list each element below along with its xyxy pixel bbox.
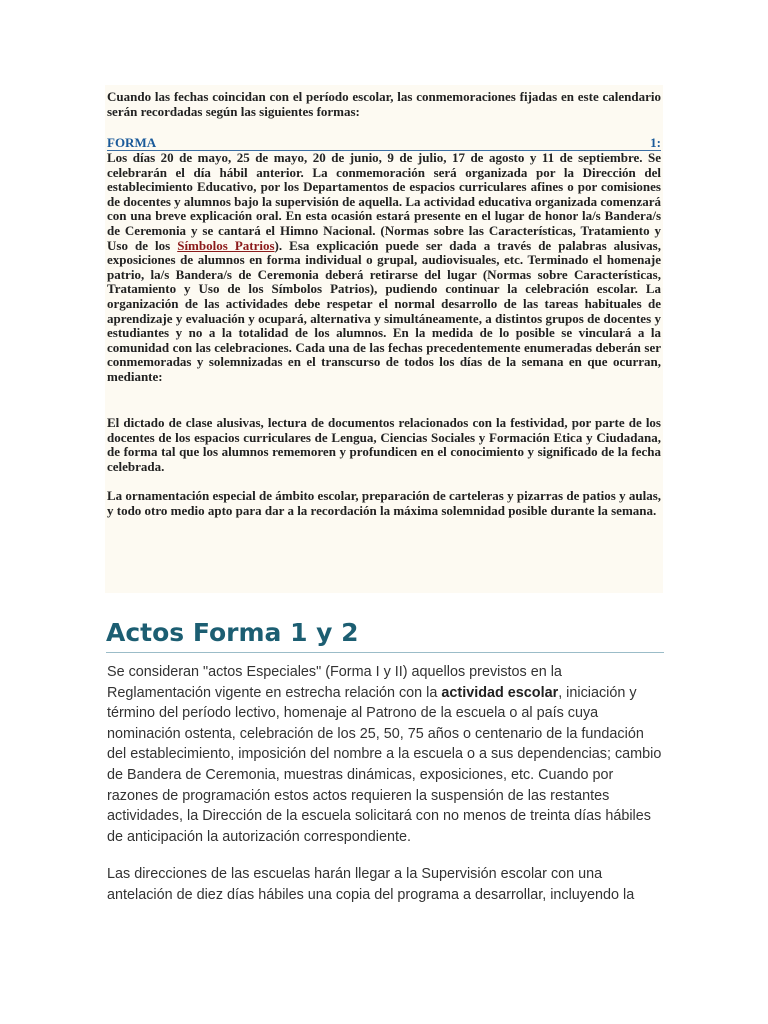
p1-bold-text: actividad escolar	[441, 684, 559, 701]
section-heading: Actos Forma 1 y 2	[106, 616, 664, 653]
actos-especiales-paragraph	[107, 662, 663, 847]
forma-body-paragraph	[107, 151, 661, 385]
forma-label: FORMA	[107, 135, 157, 150]
forma-heading-row	[107, 136, 661, 151]
p1-text-1: Se consideran "actos Especiales" (Forma I y II) aquellos previstos en la Reglamentación vigente en estrecha relación con la	[107, 664, 562, 701]
p1-text-2: , iniciación y término del período lectivo, homenaje al Patrono de la escuela o al país cuya nominación ostenta, celebración de los 25, 50, 75 años o centenario de la fundación del establecimiento, imposición del nombre a la escuela o a sus dependencias; cambio de Bandera de Ceremonia, muestras dinámicas, exposiciones, etc. Cuando por razones de programación estos actos requieren la suspensión de las restantes actividades, la Dirección de la escuela solicitará con no menos de treinta días hábiles de anticipación la autorización correspondiente.	[107, 684, 662, 845]
intro-paragraph: Cuando las fechas coincidan con el período escolar, las conmemoraciones fijadas en este calendario serán recordadas según las siguientes formas:	[107, 89, 661, 119]
dictado-paragraph: El dictado de clase alusivas, lectura de documentos relacionados con la festividad, por parte de los docentes de los espacios curriculares de Lengua, Ciencias Sociales y Formación Etica y Ciudadana, de forma tal que los alumnos rememoren y profundicen en el conocimiento y significado de la fecha celebrada.	[107, 415, 661, 474]
forma-body-text-1: Los días 20 de mayo, 25 de mayo, 20 de junio, 9 de julio, 17 de agosto y 11 de septiembre. Se celebrarán el día hábil anterior. La conmemoración será organizada por la Dirección del establecimiento Educativo, por los Departamentos de espacios curriculares afines o por comisiones de docentes y alumnos bajo la supervisión de aquella. La actividad educativa organizada comenzará con una breve explicación oral. En esta ocasión estará presente en el lugar de honor la/s Bandera/s de Ceremonia y se cantará el Himno Nacional. (Normas sobre las Características, Tratamiento y Uso de los	[107, 150, 661, 253]
forma-body-text-2: ). Esa explicación puede ser dada a través de palabras alusivas, exposiciones de alumnos en forma individual o grupal, audiovisuales, etc. Terminado el homenaje patrio, la/s Bandera/s de Ceremonia deberá retirarse del lugar (Normas sobre Características, Tratamiento y Uso de los Símbolos Patrios), pudiendo continuar la celebración escolar. La organización de las actividades debe respetar el normal desarrollo de las tareas habituales de aprendizaje y evaluación y ocupará, alternativa y simultáneamente, a distintos grupos de docentes y estudiantes y no a la totalidad de los alumnos. En la medida de lo posible se vinculará a la comunidad con las celebraciones. Cada una de las fechas precedentemente enumeradas deberán ser conmemoradas y solemnizadas en el transcurso de todos los días de la semana en que ocurran, mediante:	[107, 237, 661, 384]
simbolos-patrios-link[interactable]: Símbolos Patrios	[177, 237, 275, 253]
ornamentacion-paragraph: La ornamentación especial de ámbito escolar, preparación de carteleras y pizarras de patios y aulas, y todo otro medio apto para dar a la recordación la máxima solemnidad posible durante la semana.	[107, 488, 661, 518]
direcciones-paragraph: Las direcciones de las escuelas harán llegar a la Supervisión escolar con una antelación de diez días hábiles una copia del programa a desarrollar, incluyendo la	[107, 866, 635, 903]
forma-number: 1:	[650, 135, 661, 150]
